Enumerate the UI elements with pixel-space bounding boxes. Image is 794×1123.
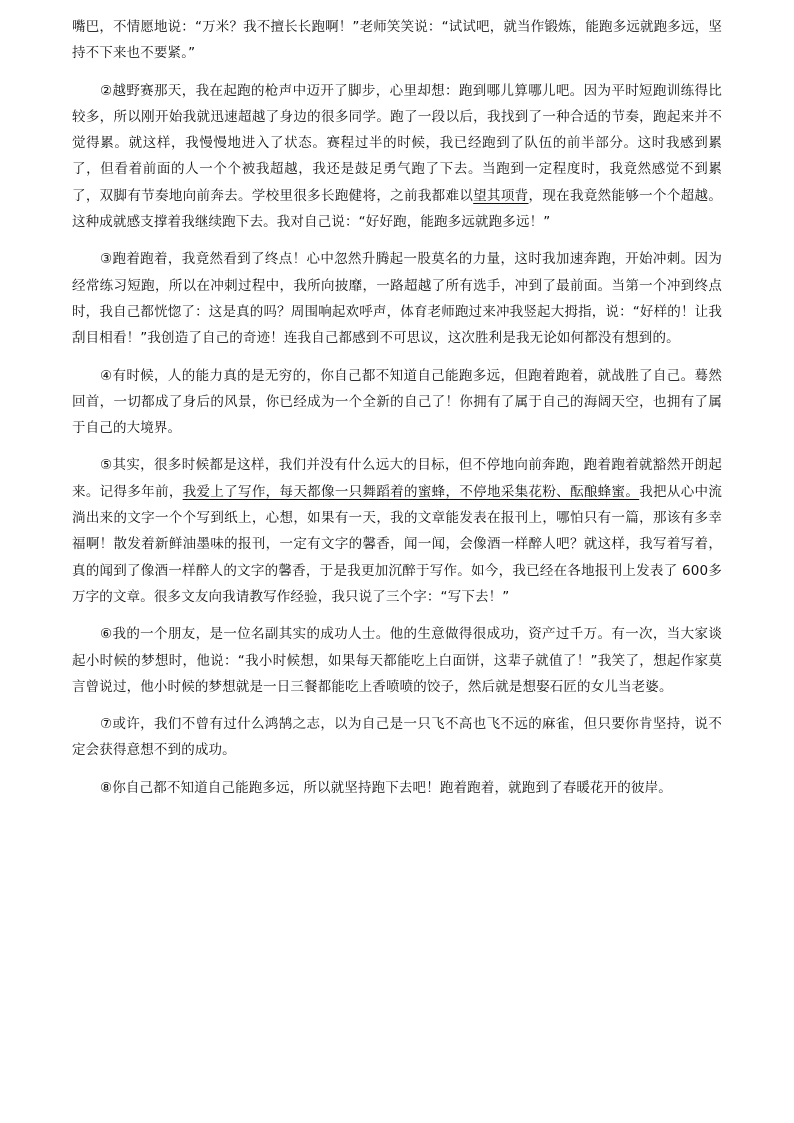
paragraph-text: ④有时候，人的能力真的是无穷的，你自己都不知道自己能跑多远，但跑着跑着，就战胜了自己。蓦然回首，一切都成了身后的风景，你已经成为一个全新的自己了！你拥有了属于自己的海阔天空，也拥有了属于自己的大境界。 <box>72 367 722 437</box>
paragraph-text: 嘴巴，不情愿地说：“万米？我不擅长长跑啊！”老师笑笑说：“试试吧，就当作锻炼，能跑多远就跑多远，坚持不下来也不要紧。” <box>72 19 722 62</box>
document-body <box>72 14 722 801</box>
paragraph-text: 我把从心中流淌出来的文字一个个写到纸上，心想，如果有一天，我的文章能发表在报刊上，哪怕只有一篇，那该有多幸福啊！散发着新鲜油墨味的报刊，一定有文字的馨香，闻一闻，会像酒一样醉人吧？就这样，我写着写着，真的闻到了像酒一样醉人的文字的馨香，于是我更加沉醉于写作。如今，我已经在各地报刊上发表了 600多万字的文章。很多文友向我请教写作经验，我只说了三个字：“写下去！” <box>72 483 723 605</box>
paragraph-text: ，现在我竟然能够一个个超越。这种成就感支撑着我继续跑下去。我对自己说：“好好跑，能跑多远就跑多远！” <box>72 187 722 231</box>
underlined-sentence: 我爱上了写作，每天都像一只舞蹈着的蜜蜂，不停地采集花粉、酝酿蜂蜜。 <box>182 483 640 500</box>
paragraph-7 <box>72 711 722 764</box>
paragraph-text: ⑦或许，我们不曾有过什么鸿鹄之志，以为自己是一只飞不高也飞不远的麻雀，但只要你肯坚持，说不定会获得意想不到的成功。 <box>72 716 722 759</box>
paragraph-text: ⑥我的一个朋友，是一位名副其实的成功人士。他的生意做得很成功，资产过千万。有一次，当大家谈起小时候的梦想时，他说：“我小时候想，如果每天都能吃上白面饼，这辈子就值了！”我笑了，想起作家莫言曾说过，他小时候的梦想就是一日三餐都能吃上香喷喷的饺子，然后就是想娶石匠的女儿当老婆。 <box>72 626 722 695</box>
paragraph-text: ⑧你自己都不知道自己能跑多远，所以就坚持跑下去吧！跑着跑着，就跑到了春暖花开的彼岸。 <box>100 779 672 796</box>
paragraph-5 <box>72 452 722 610</box>
paragraph-6 <box>72 621 722 700</box>
paragraph-text: ②越野赛那天，我在起跑的枪声中迈开了脚步，心里却想：跑到哪儿算哪儿吧。因为平时短跑训练得比较多，所以刚开始我就迅速超越了身边的很多同学。跑了一段以后，我找到了一种合适的节奏，跑起来并不觉得累。就这样，我慢慢地进入了状态。赛程过半的时候，我已经跑到了队伍的前半部分。这时我感到累了，但看着前面的人一个个被我超越，我还是鼓足勇气跑了下去。当跑到一定程度时，我竟然感觉不到累了，双脚有节奏地向前奔去。学校里很多长跑健将，之前我都难以 <box>72 82 722 204</box>
paragraph-text: ⑤其实，很多时候都是这样，我们并没有什么远大的目标，但不停地向前奔跑，跑着跑着就豁然开朗起来。记得多年前， <box>72 457 722 500</box>
underlined-phrase: 望其项背 <box>473 187 529 204</box>
paragraph-4 <box>72 363 722 442</box>
paragraph-8 <box>72 775 722 801</box>
paragraph-continued <box>72 14 722 67</box>
paragraph-2 <box>72 78 722 236</box>
paragraph-text: ③跑着跑着，我竟然看到了终点！心中忽然升腾起一股莫名的力量，这时我加速奔跑，开始冲刺。因为经常练习短跑，所以在冲刺过程中，我所向披靡，一路超越了所有选手，冲到了最前面。当第一个冲到终点时，我自己都恍惚了：这是真的吗？周围响起欢呼声，体育老师跑过来冲我竖起大拇指，说：“好样的！让我刮目相看！”我创造了自己的奇迹！连我自己都感到不可思议，这次胜利是我无论如何都没有想到的。 <box>72 251 722 347</box>
paragraph-3 <box>72 246 722 351</box>
